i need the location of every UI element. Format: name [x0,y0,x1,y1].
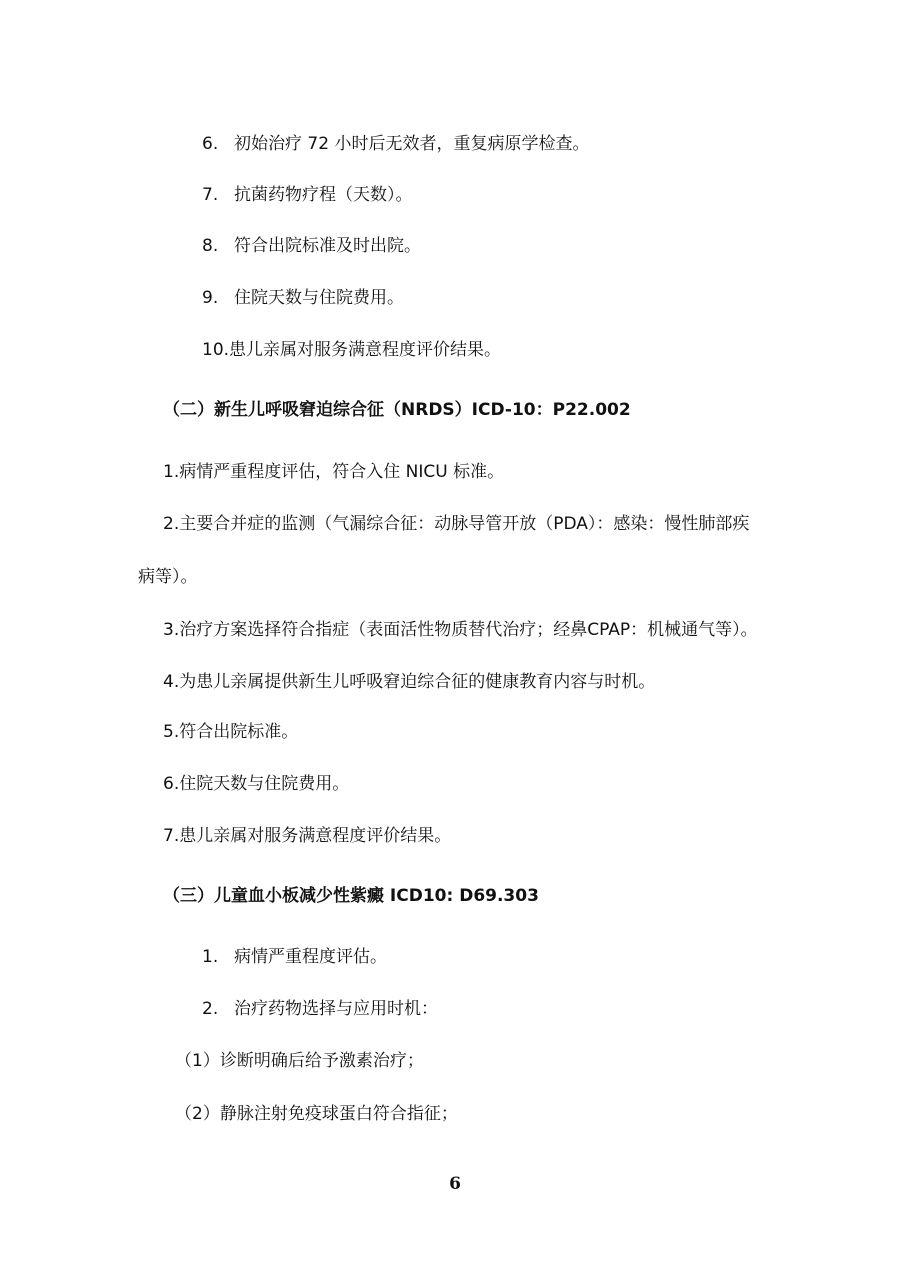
list-item [202,183,413,207]
paragraph: 5.符合出院标准。 [163,722,299,742]
paragraph: 7.患儿亲属对服务满意程度评价结果。 [163,826,452,846]
list-item-text: 10.患儿亲属对服务满意程度评价结果。 [202,340,502,360]
paragraph: 4.为患儿亲属提供新生儿呼吸窘迫综合征的健康教育内容与时机。 [163,672,656,692]
page-number: 6 [449,1174,461,1194]
list-item-text: 治疗药物选择与应用时机： [234,999,438,1019]
list-item [202,945,387,969]
list-item [202,234,421,258]
sub-item: （1）诊断明确后给予激素治疗； [175,1051,424,1071]
list-item [202,286,404,310]
sub-item: （2）静脉注射免疫球蛋白符合指征； [175,1104,458,1124]
list-item-number: 8. [202,236,219,256]
paragraph: 6.住院天数与住院费用。 [163,774,350,794]
list-item-number: 9. [202,288,219,308]
paragraph: 2.主要合并症的监测（气漏综合征：动脉导管开放（PDA）：感染：慢性肺部疾 [163,514,750,534]
list-item-text: 住院天数与住院费用。 [234,288,404,308]
section-heading: （二）新生儿呼吸窘迫综合征（NRDS）ICD-10：P22.002 [163,400,631,420]
list-item [202,997,438,1021]
list-item [202,132,589,156]
list-item-text: 初始治疗 72 小时后无效者，重复病原学检查。 [234,134,590,154]
list-item [202,338,501,362]
list-item-number: 1. [202,947,219,967]
list-item-number: 6. [202,134,219,154]
paragraph-continuation: 病等）。 [138,567,198,587]
section-heading: （三）儿童血小板减少性紫癜 ICD10: D69.303 [163,886,539,906]
list-item-text: 病情严重程度评估。 [234,947,387,967]
paragraph: 3.治疗方案选择符合指症（表面活性物质替代治疗；经鼻CPAP：机械通气等）。 [163,620,758,640]
list-item-number: 7. [202,185,219,205]
list-item-text: 符合出院标准及时出院。 [234,236,421,256]
list-item-text: 抗菌药物疗程（天数）。 [234,185,413,205]
paragraph: 1.病情严重程度评估，符合入住 NICU 标准。 [163,462,505,482]
list-item-number: 2. [202,999,219,1019]
